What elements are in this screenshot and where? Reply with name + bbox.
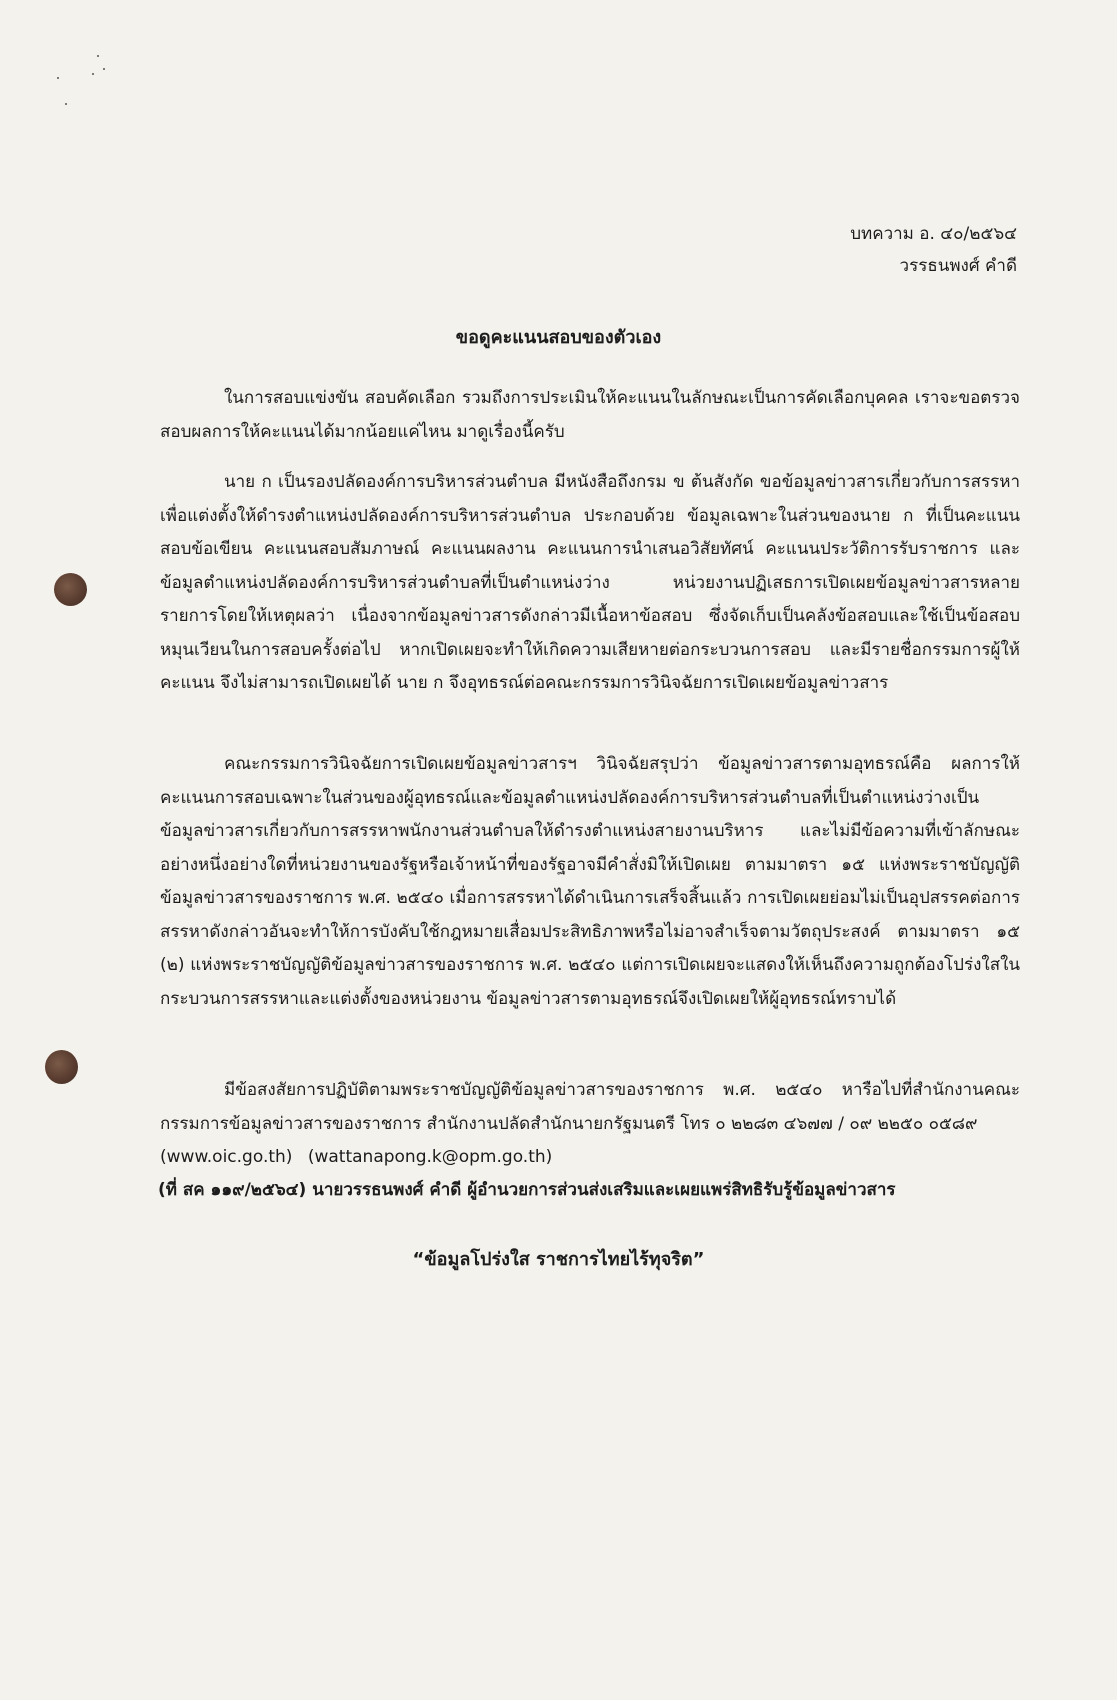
email-link[interactable]: (wattanapong.k@opm.go.th): [307, 1147, 553, 1167]
paragraph-text: นาย ก เป็นรองปลัดองค์การบริหารส่วนตำบล มีหนังสือถึงกรม ข ต้นสังกัด ขอข้อมูลข่าวสารเกี่ยวกับการสรรหาเพื่อแต่งตั้งให้ดำรงตำแหน่งปลัดองค์การบริหารส่วนตำบล ประกอบด้วย ข้อมูลเฉพาะในส่วนของนาย ก ที่เป็นคะแนนสอบข้อเขียน คะแนนสอบสัมภาษณ์ คะแนนผลงาน คะแนนการนำเสนอวิสัยทัศน์ คะแนนประวัติการรับราชการ และข้อมูลตำแหน่งปลัดองค์การบริหารส่วนตำบลที่เป็นตำแหน่งว่าง หน่วยงานปฏิเสธการเปิดเผยข้อมูลข่าวสารหลายรายการโดยให้เหตุผลว่า เนื่องจากข้อมูลข่าวสารดังกล่าวมีเนื้อหาข้อสอบ ซึ่งจัดเก็บเป็นคลังข้อสอบและใช้เป็นข้อสอบหมุนเวียนในการสอบครั้งต่อไป หากเปิดเผยจะทำให้เกิดความเสียหายต่อกระบวนการสอบ และมีรายชื่อกรรมการผู้ให้คะแนน จึงไม่สามารถเปิดเผยได้ นาย ก จึงอุทธรณ์ต่อคณะกรรมการวินิจฉัยการเปิดเผยข้อมูลข่าวสาร: [160, 472, 1020, 693]
reference-author: วรรธนพงศ์ คำดี: [899, 256, 1017, 276]
article-title: ขอดูคะแนนสอบของตัวเอง: [455, 327, 662, 348]
punch-hole-bottom: [45, 1050, 78, 1084]
reference-block: [850, 218, 1017, 282]
paragraph-case: [160, 466, 1020, 701]
signature-line: (ที่ สค ๑๑๙/๒๕๖๔) นายวรรธนพงศ์ คำดี ผู้อำนวยการส่วนส่งเสริมและเผยแพร่สิทธิรับรู้ข้อมูลข่าวสาร: [158, 1180, 896, 1200]
paragraph-text: คณะกรรมการวินิจฉัยการเปิดเผยข้อมูลข่าวสารฯ วินิจฉัยสรุปว่า ข้อมูลข่าวสารตามอุทธรณ์คือ ผลการให้คะแนนการสอบเฉพาะในส่วนของผู้อุทธรณ์และข้อมูลตำแหน่งปลัดองค์การบริหารส่วนตำบลที่เป็นตำแหน่งว่างเป็นข้อมูลข่าวสารเกี่ยวกับการสรรหาพนักงานส่วนตำบลให้ดำรงตำแหน่งสายงานบริหาร และไม่มีข้อความที่เข้าลักษณะอย่างหนึ่งอย่างใดที่หน่วยงานของรัฐหรือเจ้าหน้าที่ของรัฐอาจมีคำสั่งมิให้เปิดเผย ตามมาตรา ๑๕ แห่งพระราชบัญญัติข้อมูลข่าวสารของราชการ พ.ศ. ๒๕๔๐ เมื่อการสรรหาได้ดำเนินการเสร็จสิ้นแล้ว การเปิดเผยย่อมไม่เป็นอุปสรรคต่อการสรรหาดังกล่าวอันจะทำให้การบังคับใช้กฎหมายเสื่อมประสิทธิภาพหรือไม่อาจสำเร็จตามวัตถุประสงค์ ตามมาตรา ๑๕ (๒) แห่งพระราชบัญญัติข้อมูลข่าวสารของราชการ พ.ศ. ๒๕๔๐ แต่การเปิดเผยจะแสดงให้เห็นถึงความถูกต้องโปร่งใสในกระบวนการสรรหาและแต่งตั้งของหน่วยงาน ข้อมูลข่าวสารตามอุทธรณ์จึงเปิดเผยให้ผู้อุทธรณ์ทราบได้: [160, 754, 1020, 1009]
slogan: “ข้อมูลโปร่งใส ราชการไทยไร้ทุจริต”: [412, 1249, 705, 1270]
paragraph-contact-info: [160, 1074, 1020, 1141]
paragraph-text: ในการสอบแข่งขัน สอบคัดเลือก รวมถึงการประเมินให้คะแนนในลักษณะเป็นการคัดเลือกบุคคล เราจะขอตรวจสอบผลการให้คะแนนได้มากน้อยแค่ไหน มาดูเรื่องนี้ครับ: [160, 388, 1020, 442]
website-link[interactable]: (www.oic.go.th): [160, 1147, 293, 1167]
paragraph-intro: [160, 382, 1020, 449]
paragraph-ruling: [160, 748, 1020, 1016]
punch-hole-top: [54, 573, 87, 606]
paragraph-text: มีข้อสงสัยการปฏิบัติตามพระราชบัญญัติข้อมูลข่าวสารของราชการ พ.ศ. ๒๕๔๐ หารือไปที่สำนักงานคณะกรรมการข้อมูลข่าวสารของราชการ สำนักงานปลัดสำนักนายกรัฐมนตรี โทร ๐ ๒๒๘๓ ๔๖๗๗ / ๐๙ ๒๒๕๐ ๐๕๘๙: [160, 1080, 1020, 1134]
contact-line: [160, 1141, 1020, 1174]
reference-code: บทความ อ. ๔๐/๒๕๖๔: [850, 224, 1017, 244]
